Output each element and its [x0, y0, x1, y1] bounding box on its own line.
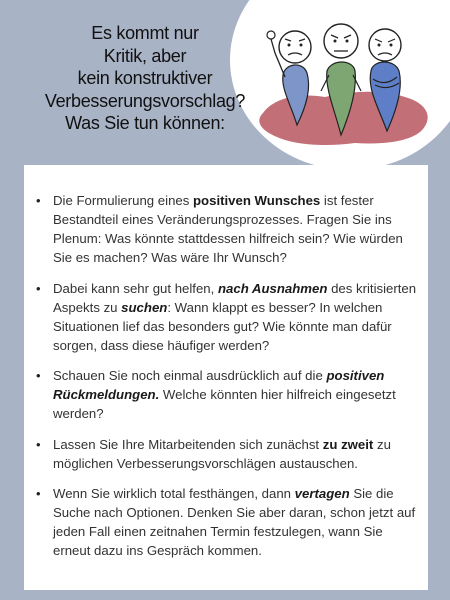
tips-list	[36, 191, 420, 572]
bullet-icon: •	[36, 486, 41, 501]
page-title	[10, 22, 280, 135]
tips-card	[24, 165, 428, 590]
bullet-icon: •	[36, 436, 41, 452]
list-item: • Dabei kann sehr gut helfen, nach Ausnahmen des kritisierten Aspekts zu suchen: Wann klappt es besser? In welchen Situationen lief das besonders gut? Wie könnte man dafür sorgen, dass diese häufiger werden?	[36, 280, 417, 353]
list-item: • Schauen Sie noch einmal ausdrücklich auf die positiven Rückmeldungen. Welche könnten hier hilfreich eingesetzt werden?	[36, 368, 396, 421]
title-line: Kritik, aber	[103, 45, 187, 66]
title-line: Was Sie tun können:	[65, 113, 225, 133]
title-line: Verbesserungsvorschlag?	[44, 90, 246, 111]
title-line: kein konstruktiver	[77, 68, 213, 88]
bullet-icon: •	[36, 280, 41, 296]
list-item: • Lassen Sie Ihre Mitarbeitenden sich zunächst zu zweit zu möglichen Verbesserungsvorschlägen austauschen.	[36, 436, 391, 471]
bullet-icon: •	[36, 368, 41, 383]
title-line: Es kommt nur	[91, 23, 199, 43]
three-figures-illustration	[255, 5, 435, 170]
list-item: • Die Formulierung eines positiven Wunsches ist fester Bestandteil eines Veränderungsprozesses. Fragen Sie ins Plenum: Was könnte stattdessen hilfreich sein? Wie würden Sie es machen? Was wäre Ihr Wunsch?	[36, 193, 403, 265]
list-item: • Wenn Sie wirklich total festhängen, dann vertagen Sie die Suche nach Optionen. Denken Sie aber daran, schon jetzt auf jeden Fall einen zeitnahen Termin festzulegen, wann Sie erneut dazu ins Gespräch kommen.	[36, 486, 416, 558]
bullet-icon: •	[36, 193, 41, 208]
